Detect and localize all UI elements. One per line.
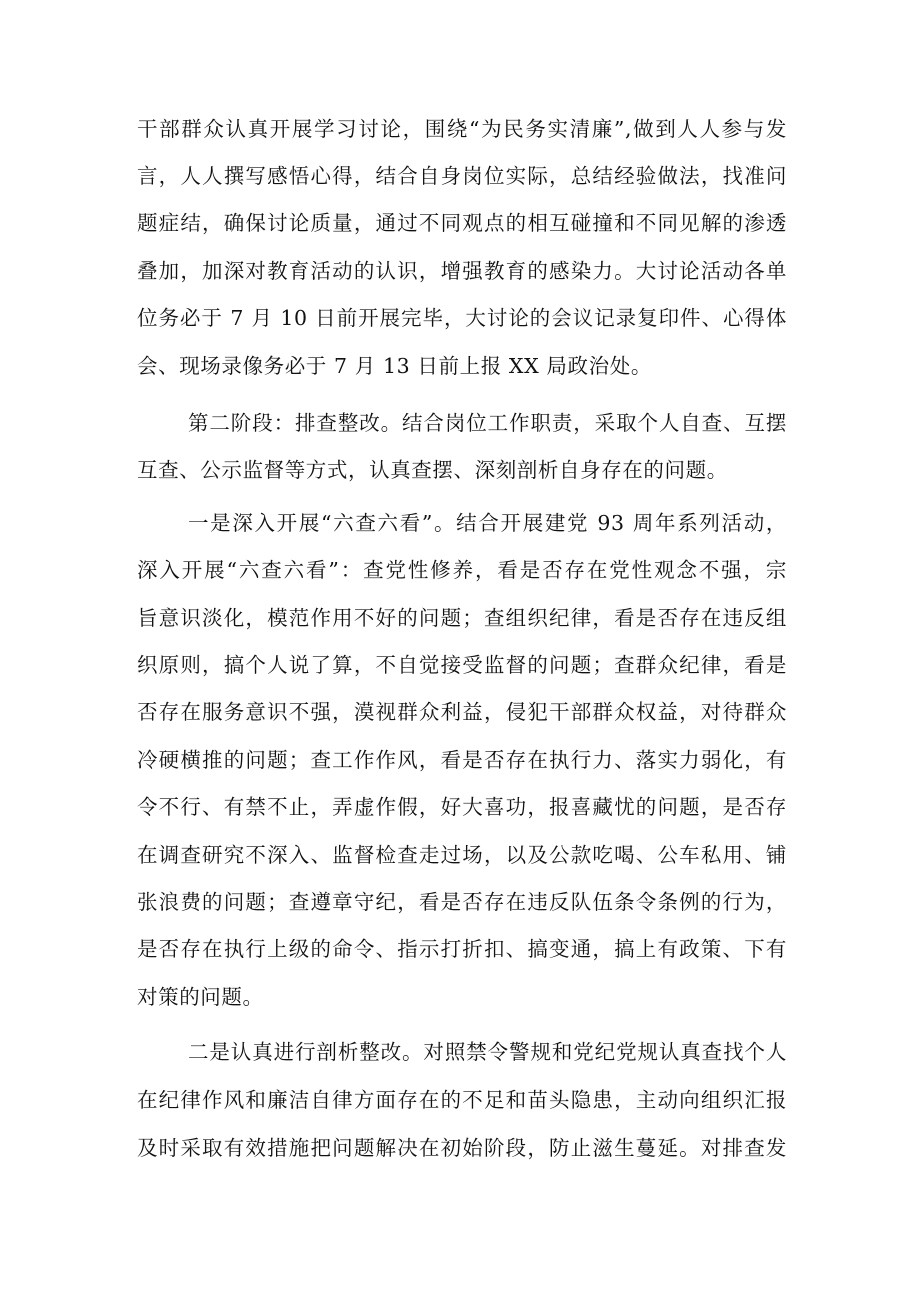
text-line: 在纪律作风和廉洁自律方面存在的不足和苗头隐患，主动向组织汇报 <box>137 1088 787 1112</box>
text-line: 否存在服务意识不强，漠视群众利益，侵犯干部群众权益，对待群众 <box>137 700 787 724</box>
paragraph-first-line: 一是深入开展“六查六看”。结合开展建党 93 周年系列活动， <box>188 511 787 535</box>
text-line: 叠加，加深对教育活动的认识，增强教育的感染力。大讨论活动各单 <box>137 259 787 283</box>
text-line: 令不行、有禁不止，弄虚作假，好大喜功，报喜藏忧的问题，是否存 <box>137 795 787 819</box>
text-line: 旨意识淡化，模范作用不好的问题；查组织纪律，看是否存在违反组 <box>137 606 787 630</box>
text-line: 题症结，确保讨论质量，通过不同观点的相互碰撞和不同见解的渗透 <box>137 211 787 235</box>
text-line: 冷硬横推的问题；查工作作风，看是否存在执行力、落实力弱化，有 <box>137 748 787 772</box>
text-line: 深入开展“六查六看”：查党性修养，看是否存在党性观念不强，宗 <box>137 558 787 582</box>
text-line: 互查、公示监督等方式，认真查摆、深刻剖析自身存在的问题。 <box>137 458 728 482</box>
text-line: 张浪费的问题；查遵章守纪，看是否存在违反队伍条令条例的行为， <box>137 890 787 914</box>
text-line: 对策的问题。 <box>137 985 264 1009</box>
text-line: 会、现场录像务必于 7 月 13 日前上报 XX 局政治处。 <box>137 354 652 378</box>
text-line: 位务必于 7 月 10 日前开展完毕，大讨论的会议记录复印件、心得体 <box>137 306 787 330</box>
text-line: 言，人人撰写感悟心得，结合自身岗位实际，总结经验做法，找准问 <box>137 164 787 188</box>
text-line: 在调查研究不深入、监督检查走过场，以及公款吃喝、公车私用、铺 <box>137 843 787 867</box>
paragraph-first-line: 第二阶段：排查整改。结合岗位工作职责，采取个人自查、互摆 <box>188 411 787 435</box>
text-line: 是否存在执行上级的命令、指示打折扣、搞变通，搞上有政策、下有 <box>137 937 787 961</box>
text-line: 干部群众认真开展学习讨论，围绕“为民务实清廉”,做到人人参与发 <box>137 117 787 141</box>
text-line: 织原则，搞个人说了算，不自觉接受监督的问题；查群众纪律，看是 <box>137 653 787 677</box>
text-line: 及时采取有效措施把问题解决在初始阶段，防止滋生蔓延。对排查发 <box>137 1136 787 1160</box>
paragraph-first-line: 二是认真进行剖析整改。对照禁令警规和党纪党规认真查找个人 <box>188 1040 787 1064</box>
